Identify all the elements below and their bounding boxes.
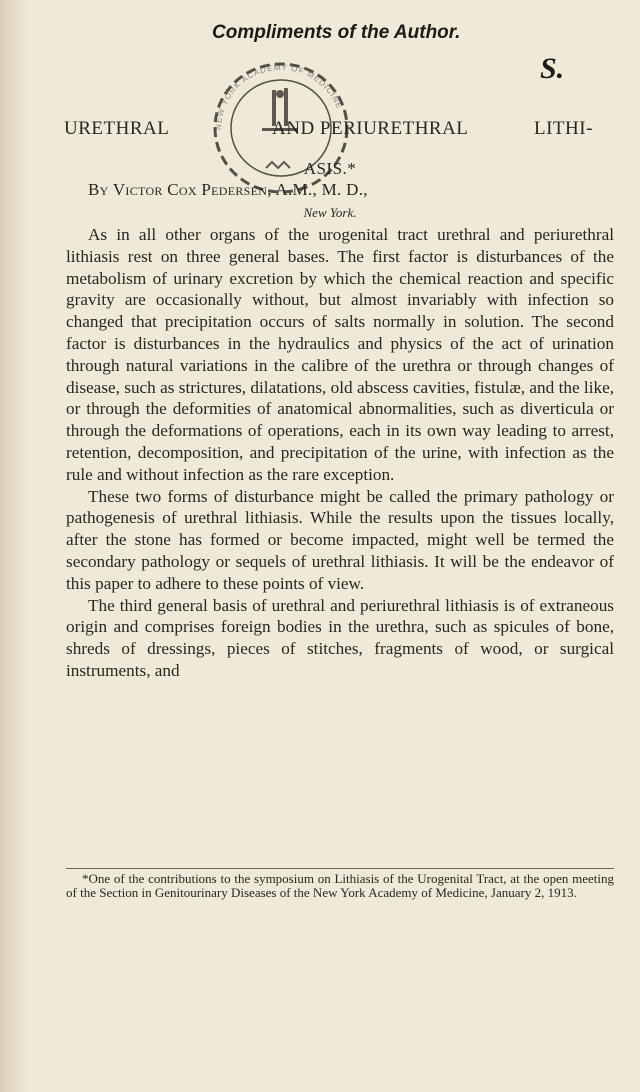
article-title-part-2: AND PERIURETHRAL [272,118,469,139]
article-title-part-1: URETHRAL [64,118,170,139]
footnote-text: *One of the contributions to the symposium on Lithiasis of the Urogenital Tract, at the open meeting of the Section in Genitourinary Diseases of the New York Academy of Medicine, January 2, 1913. [66,871,614,901]
footnote-divider [66,868,614,869]
footnote [66,872,614,900]
article-title-continued: ASIS.* [303,159,357,178]
author-location: New York. [303,205,357,220]
byline-prefix: By Victor [88,180,163,199]
article-body [66,224,614,682]
stamp-legend: NEW YORK ACADEMY OF MEDICINE [213,62,344,131]
author-name: Cox Pedersen, A.M., M. D., [167,180,368,199]
article-byline [88,180,628,200]
handwritten-page-mark: S. [540,52,565,85]
body-paragraph: The third general basis of urethral and periurethral lithiasis is of extraneous origin and comprises foreign bodies in the urethra, such as spicules of bone, shreds of dressings, pieces of stitches, fragments of wood, or surgical instruments, and [66,595,614,680]
body-paragraph: These two forms of disturbance might be called the primary pathology or pathogenesis of urethral lithiasis. While the results upon the tissues locally, after the stone has formed or become impacted, might well be termed the secondary pathology or sequels of urethral lithiasis. It will be the endeavor of this paper to adhere to these points of view. [66,486,614,593]
body-paragraph: As in all other organs of the urogenital tract urethral and periurethral lithiasis rest on three general bases. The first factor is disturbances of the metabolism of urinary excretion by which the chemical reaction and specific gravity are occasionally without, but almost invariably with infection so changed that precipitation occurs of salts normally in solution. The second factor is disturbances in the hydraulics and physics of the act of urination through natural variations in the calibre of the urethra or through changes of disease, such as strictures, dilatations, old abscess cavities, fistulæ, and the like, or through the deformities of anatomical abnormalities, such as diverticula or through the deformations of operations, each in its own way leading to arrest, retention, decomposition, and precipitation of the urine, with infection as the rule and without infection as the rare exception. [66,225,614,484]
article-title-part-3: LITHI- [534,118,593,139]
handwritten-inscription: Compliments of the Author. [212,22,461,43]
